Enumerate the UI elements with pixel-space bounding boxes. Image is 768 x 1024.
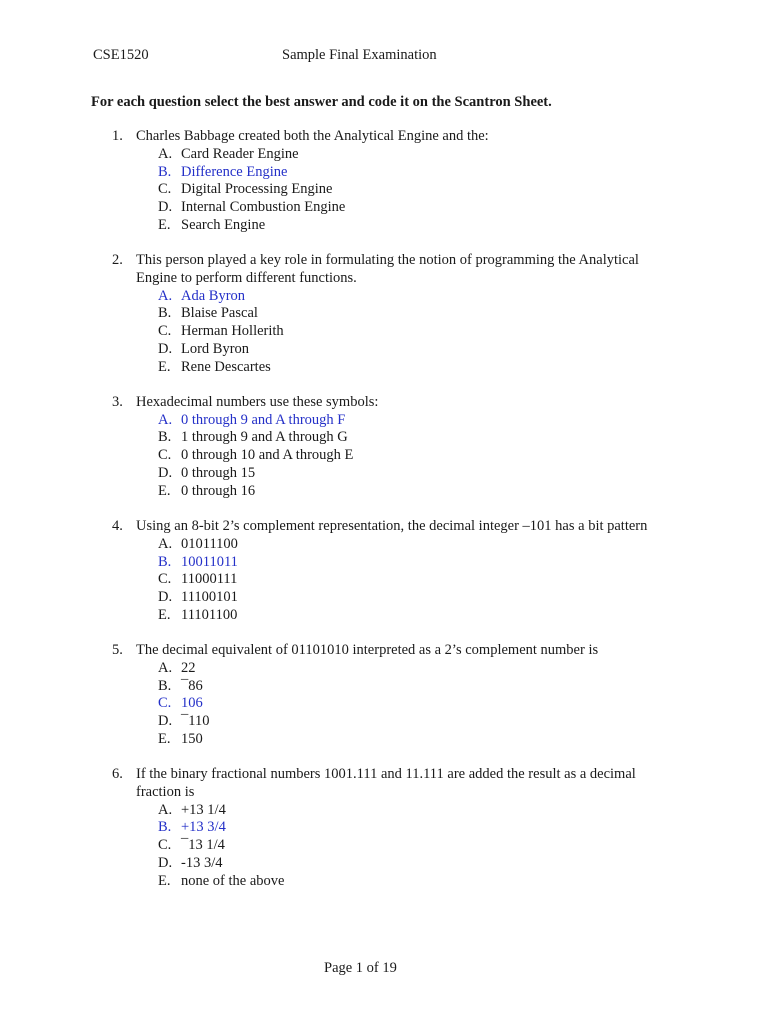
answer-option-correct: [0, 695, 768, 713]
option-letter: A.: [158, 659, 173, 676]
option-letter: A.: [158, 145, 173, 162]
answer-option: [0, 678, 768, 696]
answer-option-correct: [0, 412, 768, 430]
answer-option: [0, 713, 768, 731]
question-item: [0, 394, 768, 501]
option-text: Ada Byron: [181, 287, 246, 304]
answer-option: [0, 217, 768, 235]
answer-option: [0, 536, 768, 554]
question-number: 2.: [112, 252, 123, 269]
option-text: Lord Byron: [181, 340, 250, 357]
question-text: The decimal equivalent of 01101010 interpreted as a 2’s complement number is: [136, 642, 599, 659]
question-item: [0, 252, 768, 376]
answer-options: [0, 802, 768, 891]
page-number: Page 1 of 19: [324, 960, 397, 976]
option-text: Digital Processing Engine: [181, 181, 333, 198]
answer-option: [0, 323, 768, 341]
option-letter: D.: [158, 713, 173, 730]
option-letter: B.: [158, 677, 172, 694]
option-text: Card Reader Engine: [181, 145, 299, 162]
option-letter: B.: [158, 429, 172, 446]
answer-option: [0, 429, 768, 447]
option-text: 11000111: [181, 571, 238, 588]
answer-option: [0, 589, 768, 607]
option-text: none of the above: [181, 872, 285, 889]
option-text: 1 through 9 and A through G: [181, 429, 348, 446]
question-number: 4.: [112, 518, 123, 535]
option-text: 11100101: [181, 589, 238, 606]
question-text: If the binary fractional numbers 1001.111 and 11.111 are added the result as a decimal fraction is: [136, 766, 636, 800]
option-text: Search Engine: [181, 216, 266, 233]
option-text: Internal Combustion Engine: [181, 199, 346, 215]
question-text: Charles Babbage created both the Analytical Engine and the:: [136, 128, 489, 144]
option-text: -13 3/4: [181, 854, 223, 871]
instructions: For each question select the best answer and code it on the Scantron Sheet.: [91, 94, 552, 110]
question-item: [0, 766, 768, 890]
option-letter: A.: [158, 801, 173, 818]
option-text: 01011100: [181, 535, 238, 552]
option-letter: C.: [158, 695, 172, 712]
option-letter: C.: [158, 571, 172, 588]
option-letter: E.: [158, 482, 171, 499]
answer-option-correct: [0, 164, 768, 182]
option-text: 10011011: [181, 553, 238, 570]
option-text: 0 through 15: [181, 464, 256, 481]
option-text: 0 through 10 and A through E: [181, 447, 354, 464]
option-text: Blaise Pascal: [181, 305, 258, 322]
option-letter: C.: [158, 447, 172, 464]
question-item: [0, 128, 768, 235]
answer-options: [0, 660, 768, 749]
answer-option: [0, 802, 768, 820]
option-letter: B.: [158, 163, 172, 180]
option-letter: C.: [158, 323, 172, 340]
answer-option: [0, 181, 768, 199]
answer-option: [0, 873, 768, 891]
answer-option-correct: [0, 288, 768, 306]
answer-option: [0, 146, 768, 164]
question-list: [0, 128, 768, 908]
option-letter: E.: [158, 216, 171, 233]
answer-option-correct: [0, 554, 768, 572]
answer-options: [0, 536, 768, 625]
option-text: Rene Descartes: [181, 358, 271, 375]
answer-option: [0, 855, 768, 873]
answer-option: [0, 483, 768, 501]
option-letter: E.: [158, 358, 171, 375]
question-text: This person played a key role in formulating the notion of programming the Analytical Engine to perform different functions.: [136, 252, 639, 286]
option-text: 106: [181, 695, 203, 712]
option-text: ¯13 1/4: [181, 837, 225, 854]
option-text: +13 3/4: [181, 819, 226, 836]
option-text: 0 through 16: [181, 482, 256, 499]
question-item: [0, 518, 768, 625]
option-text: 150: [181, 730, 203, 747]
option-letter: B.: [158, 819, 172, 836]
answer-option: [0, 571, 768, 589]
option-letter: D.: [158, 589, 173, 606]
answer-option: [0, 837, 768, 855]
course-code: CSE1520: [93, 47, 149, 63]
option-letter: B.: [158, 305, 172, 322]
answer-option: [0, 305, 768, 323]
option-text: ¯110: [181, 713, 210, 730]
exam-title: Sample Final Examination: [282, 47, 437, 63]
question-number: 6.: [112, 766, 123, 783]
option-letter: A.: [158, 287, 173, 304]
option-text: 11101100: [181, 606, 238, 623]
answer-option: [0, 607, 768, 625]
option-text: Herman Hollerith: [181, 323, 284, 340]
answer-option: [0, 199, 768, 217]
option-text: +13 1/4: [181, 801, 226, 818]
question-number: 5.: [112, 642, 123, 659]
answer-option: [0, 731, 768, 749]
question-number: 3.: [112, 393, 123, 410]
option-letter: A.: [158, 411, 173, 428]
option-letter: E.: [158, 606, 171, 623]
answer-option: [0, 341, 768, 359]
option-letter: D.: [158, 199, 173, 215]
answer-options: [0, 146, 768, 235]
option-letter: E.: [158, 730, 171, 747]
question-text: Hexadecimal numbers use these symbols:: [136, 393, 379, 410]
answer-option: [0, 447, 768, 465]
answer-options: [0, 412, 768, 501]
page-header: [93, 47, 693, 67]
option-text: 0 through 9 and A through F: [181, 411, 346, 428]
option-letter: D.: [158, 854, 173, 871]
answer-options: [0, 288, 768, 377]
option-letter: B.: [158, 553, 172, 570]
question-item: [0, 642, 768, 749]
answer-option: [0, 660, 768, 678]
answer-option: [0, 465, 768, 483]
option-letter: C.: [158, 837, 172, 854]
answer-option-correct: [0, 819, 768, 837]
option-text: Difference Engine: [181, 163, 288, 180]
question-number: 1.: [112, 128, 123, 144]
option-letter: C.: [158, 181, 172, 198]
option-letter: D.: [158, 340, 173, 357]
option-letter: D.: [158, 464, 173, 481]
option-text: ¯86: [181, 677, 203, 694]
question-text: Using an 8-bit 2’s complement representation, the decimal integer –101 has a bit pattern: [136, 518, 648, 535]
option-letter: A.: [158, 535, 173, 552]
answer-option: [0, 359, 768, 377]
option-text: 22: [181, 659, 196, 676]
option-letter: E.: [158, 872, 171, 889]
